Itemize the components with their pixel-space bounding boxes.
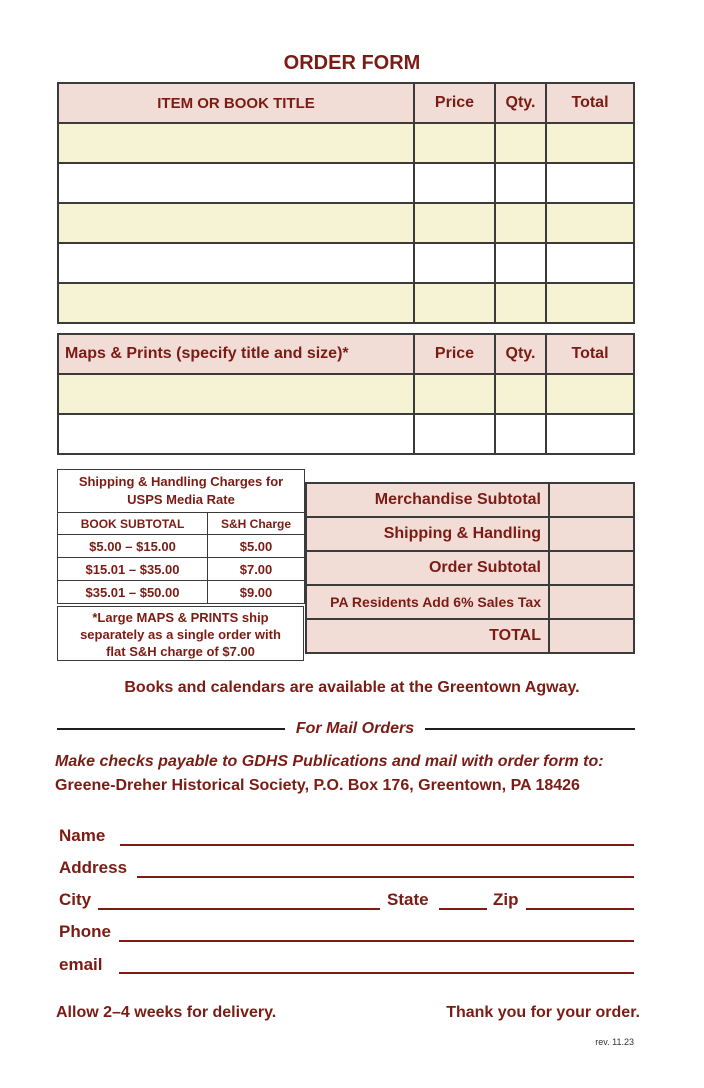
thank-you-note: Thank you for your order. <box>446 1004 640 1021</box>
subtotal-range: $35.01 – $50.00 <box>58 581 208 604</box>
email-label: email <box>59 955 103 974</box>
sales-tax-label: PA Residents Add 6% Sales Tax <box>306 585 549 619</box>
table-row <box>58 163 634 203</box>
col-header-total: Total <box>546 334 634 374</box>
sh-charge: $7.00 <box>208 558 305 581</box>
subtotal-range: $5.00 – $15.00 <box>58 535 208 558</box>
state-label: State <box>387 890 429 909</box>
maps-shipping-note <box>57 606 304 661</box>
shipping-charges-table <box>57 469 305 604</box>
revision-label: rev. 11.23 <box>595 1037 634 1047</box>
state-field[interactable] <box>439 908 487 910</box>
price-cell[interactable] <box>414 123 495 163</box>
shipping-handling-label: Shipping & Handling <box>306 517 549 551</box>
total-cell[interactable] <box>546 203 634 243</box>
payment-instructions: Make checks payable to GDHS Publications and mail with order form to: <box>55 753 604 770</box>
price-cell[interactable] <box>414 203 495 243</box>
table-row <box>58 283 634 323</box>
price-cell[interactable] <box>414 163 495 203</box>
note-line: *Large MAPS & PRINTS ship <box>92 610 269 625</box>
total-cell[interactable] <box>546 414 634 454</box>
totals-row <box>306 619 634 653</box>
col-header-price: Price <box>414 334 495 374</box>
shipping-table-title-row <box>58 470 305 513</box>
note-line: separately as a single order with <box>80 627 281 642</box>
address-field[interactable] <box>137 876 634 878</box>
totals-row <box>306 585 634 619</box>
col-header-qty: Qty. <box>495 83 546 123</box>
shipping-table-title <box>58 470 305 513</box>
zip-label: Zip <box>493 890 519 909</box>
subtotal-range: $15.01 – $35.00 <box>58 558 208 581</box>
name-field[interactable] <box>120 844 634 846</box>
item-title-cell[interactable] <box>58 283 414 323</box>
qty-cell[interactable] <box>495 163 546 203</box>
shipping-handling-value[interactable] <box>549 517 634 551</box>
sh-charge: $5.00 <box>208 535 305 558</box>
mail-orders-heading: For Mail Orders <box>295 720 415 737</box>
table-row <box>58 558 305 581</box>
totals-row <box>306 551 634 585</box>
name-label: Name <box>59 826 106 845</box>
shipping-title-line: Shipping & Handling Charges for <box>78 474 284 489</box>
order-totals-table <box>305 482 635 654</box>
availability-note: Books and calendars are available at the Greentown Agway. <box>124 679 580 696</box>
table-row <box>58 414 634 454</box>
col-header-qty: Qty. <box>495 334 546 374</box>
qty-cell[interactable] <box>495 203 546 243</box>
table-row <box>58 374 634 414</box>
email-field[interactable] <box>119 972 634 974</box>
price-cell[interactable] <box>414 414 495 454</box>
col-header-book-subtotal: BOOK SUBTOTAL <box>58 513 208 535</box>
divider-line-right <box>425 728 635 730</box>
maps-prints-table <box>57 333 635 455</box>
books-order-table <box>57 82 635 324</box>
delivery-note: Allow 2–4 weeks for delivery. <box>56 1004 277 1021</box>
price-cell[interactable] <box>414 283 495 323</box>
phone-field[interactable] <box>119 940 634 942</box>
table-row <box>58 123 634 163</box>
mailing-address: Greene-Dreher Historical Society, P.O. Box 176, Greentown, PA 18426 <box>55 777 580 794</box>
city-field[interactable] <box>98 908 380 910</box>
price-cell[interactable] <box>414 374 495 414</box>
totals-row <box>306 517 634 551</box>
books-table-header <box>58 83 634 123</box>
item-title-cell[interactable] <box>58 243 414 283</box>
item-title-cell[interactable] <box>58 123 414 163</box>
page-title: ORDER FORM <box>283 52 421 74</box>
zip-field[interactable] <box>526 908 634 910</box>
total-cell[interactable] <box>546 374 634 414</box>
city-label: City <box>59 890 92 909</box>
qty-cell[interactable] <box>495 374 546 414</box>
table-row <box>58 535 305 558</box>
phone-label: Phone <box>59 922 111 941</box>
shipping-title-line: USPS Media Rate <box>127 492 235 507</box>
table-row <box>58 203 634 243</box>
col-header-maps-prints: Maps & Prints (specify title and size)* <box>58 334 414 374</box>
qty-cell[interactable] <box>495 414 546 454</box>
total-cell[interactable] <box>546 243 634 283</box>
grand-total-label: TOTAL <box>306 619 549 653</box>
grand-total-value[interactable] <box>549 619 634 653</box>
col-header-sh-charge: S&H Charge <box>208 513 305 535</box>
shipping-table-header <box>58 513 305 535</box>
total-cell[interactable] <box>546 283 634 323</box>
item-title-cell[interactable] <box>58 203 414 243</box>
price-cell[interactable] <box>414 243 495 283</box>
maps-table-header <box>58 334 634 374</box>
map-title-cell[interactable] <box>58 374 414 414</box>
table-row <box>58 243 634 283</box>
col-header-total: Total <box>546 83 634 123</box>
qty-cell[interactable] <box>495 243 546 283</box>
sales-tax-value[interactable] <box>549 585 634 619</box>
note-line: flat S&H charge of $7.00 <box>106 644 255 659</box>
qty-cell[interactable] <box>495 123 546 163</box>
col-header-item-title: ITEM OR BOOK TITLE <box>58 83 414 123</box>
divider-line-left <box>57 728 285 730</box>
total-cell[interactable] <box>546 123 634 163</box>
total-cell[interactable] <box>546 163 634 203</box>
merchandise-subtotal-value[interactable] <box>549 483 634 517</box>
order-subtotal-value[interactable] <box>549 551 634 585</box>
table-row <box>58 581 305 604</box>
address-label: Address <box>59 858 128 877</box>
merchandise-subtotal-label: Merchandise Subtotal <box>306 483 549 517</box>
sh-charge: $9.00 <box>208 581 305 604</box>
col-header-price: Price <box>414 83 495 123</box>
item-title-cell[interactable] <box>58 163 414 203</box>
totals-row <box>306 483 634 517</box>
order-subtotal-label: Order Subtotal <box>306 551 549 585</box>
map-title-cell[interactable] <box>58 414 414 454</box>
qty-cell[interactable] <box>495 283 546 323</box>
